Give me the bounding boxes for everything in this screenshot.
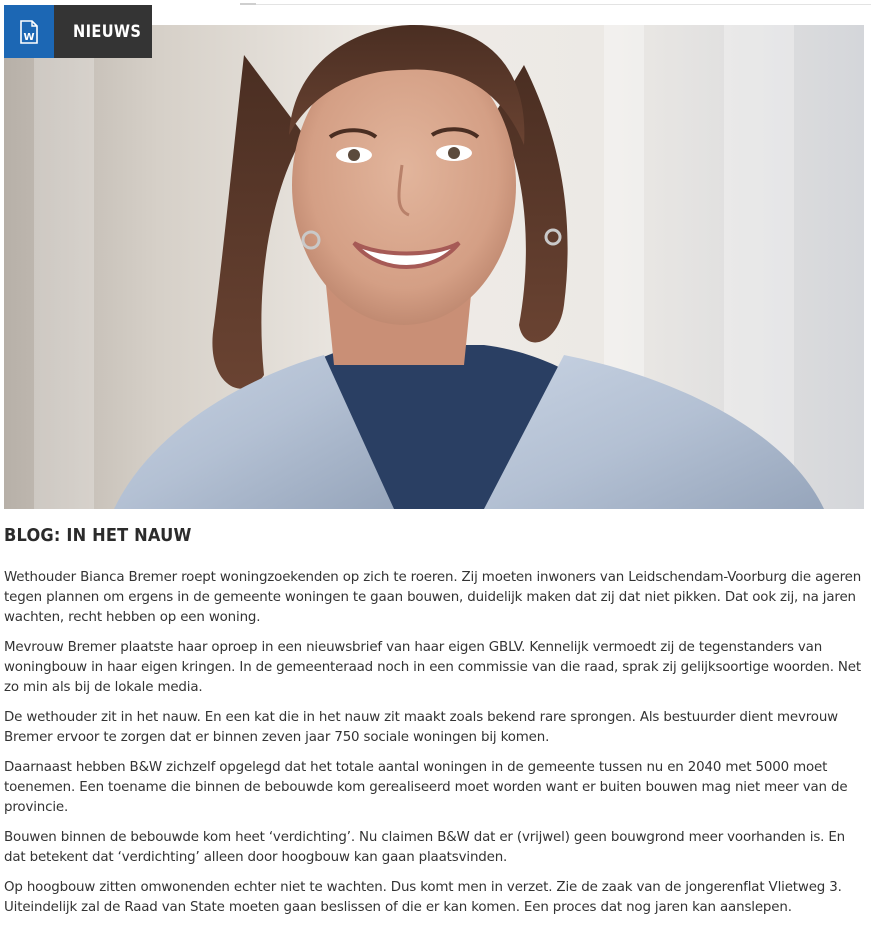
portrait-photo bbox=[4, 25, 864, 509]
article-paragraph: Wethouder Bianca Bremer roept woningzoekenden op zich te roeren. Zij moeten inwoners van Leidschendam-Voorburg die ageren tegen plannen om ergens in de gemeente woningen te gaan bouwen, duidelijk maken dat zij dat niet pikken. Dat ook zij, na jaren wachten, recht hebben op een woning. bbox=[4, 570, 862, 625]
category-badge[interactable] bbox=[4, 5, 152, 58]
article-paragraph: Mevrouw Bremer plaatste haar oproep in een nieuwsbrief van haar eigen GBLV. Kennelijk vermoedt zij de tegenstanders van woningbouw in haar eigen kringen. In de gemeenteraad noch in een commissie van die raad, sprak zij gelijksoortige woorden. Net zo min als bij de lokale media. bbox=[4, 640, 861, 695]
badge-label-box bbox=[54, 5, 152, 58]
top-divider bbox=[240, 4, 871, 5]
badge-label: NIEUWS bbox=[72, 21, 141, 42]
hero-photo bbox=[4, 25, 864, 509]
document-w-icon bbox=[19, 20, 39, 44]
article-title: BLOG: IN HET NAUW bbox=[4, 525, 192, 546]
top-divider-accent bbox=[240, 3, 256, 5]
article-body bbox=[4, 568, 866, 928]
badge-icon-letter: W bbox=[23, 31, 35, 43]
badge-icon-box bbox=[4, 5, 54, 58]
article-paragraph: Op hoogbouw zitten omwonenden echter niet te wachten. Dus komt men in verzet. Zie de zaak van de jongerenflat Vlietweg 3. Uiteindelijk zal de Raad van State moeten gaan beslissen of die er kan komen. Een proces dat nog jaren kan aanslepen. bbox=[4, 880, 842, 915]
article-paragraph: Daarnaast hebben B&W zichzelf opgelegd dat het totale aantal woningen in de gemeente tussen nu en 2040 met 5000 moet toenemen. Een toename die binnen de bebouwde kom gerealiseerd moet worden want er buiten bouwen mag niet meer van de provincie. bbox=[4, 760, 848, 815]
article-paragraph: De wethouder zit in het nauw. En een kat die in het nauw zit maakt zoals bekend rare sprongen. Als bestuurder dient mevrouw Bremer ervoor te zorgen dat er binnen zeven jaar 750 sociale woningen bij komen. bbox=[4, 710, 838, 745]
article-paragraph: Bouwen binnen de bebouwde kom heet ‘verdichting’. Nu claimen B&W dat er (vrijwel) geen bouwgrond meer voorhanden is. En dat betekent dat ‘verdichting’ alleen door hoogbouw kan gaan plaatsvinden. bbox=[4, 830, 846, 865]
